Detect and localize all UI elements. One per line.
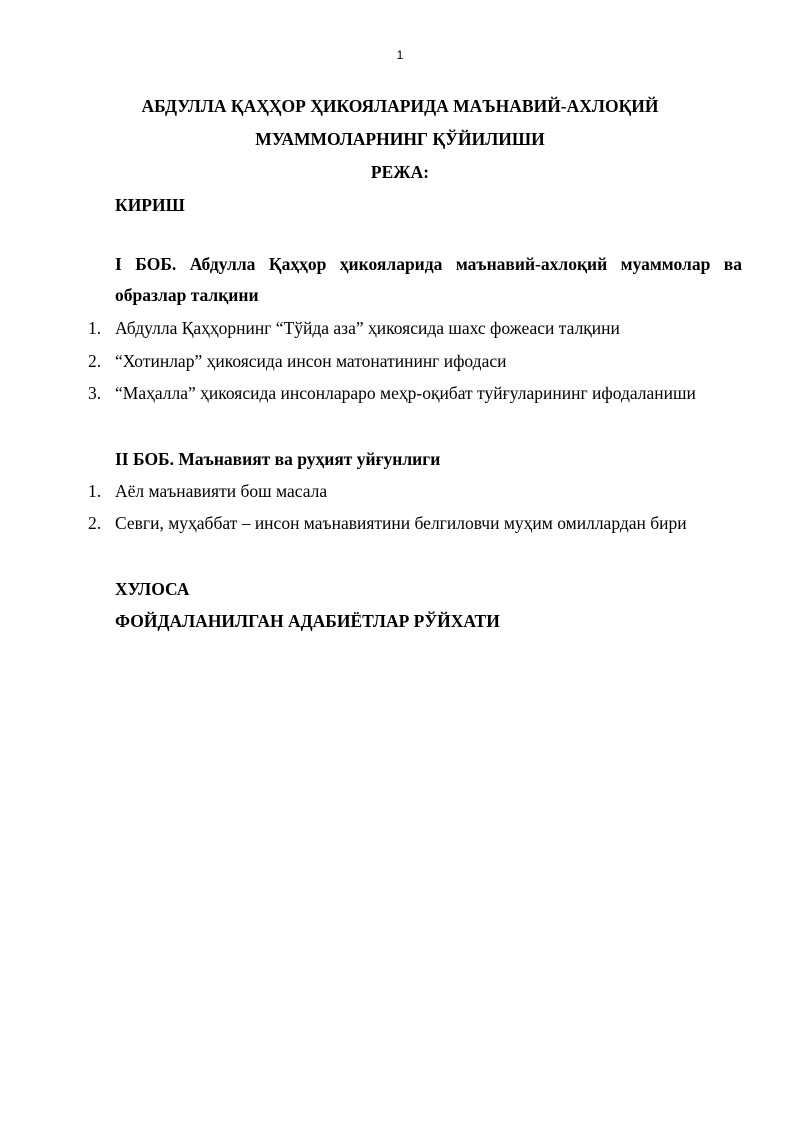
list-item-text: “Хотинлар” ҳикоясида инсон матонатининг ифодаси — [115, 351, 507, 371]
page-number: 1 — [396, 48, 404, 62]
bibliography-heading: ФОЙДАЛАНИЛГАН АДАБИЁТЛАР РЎЙХАТИ — [115, 611, 500, 631]
list-number: 3. — [88, 383, 102, 403]
list-item-text: Абдулла Қаҳҳорнинг “Тўйда аза” ҳикоясида шахс фожеаси талқини — [115, 318, 620, 338]
chapter-1-heading: I БОБ. Абдулла Қаҳҳор ҳикояларида маънавий-ахлоқий муаммолар ва образлар талқини — [115, 254, 742, 305]
plan-heading: РЕЖА: — [370, 162, 430, 182]
document-title-line-1: АБДУЛЛА ҚАҲҲОР ҲИКОЯЛАРИДА МАЪНАВИЙ-АХЛОҚИЙ — [141, 96, 659, 116]
list-item-text: Севги, муҳаббат – инсон маънавиятини белгиловчи муҳим омиллардан бири — [115, 513, 687, 533]
conclusion-heading: ХУЛОСА — [115, 579, 190, 599]
introduction-heading: КИРИШ — [115, 195, 185, 215]
list-number: 1. — [88, 318, 102, 338]
chapter-2-heading: II БОБ. Маънавият ва руҳият уйғунлиги — [115, 449, 441, 469]
list-number: 2. — [88, 351, 102, 371]
list-item-text: “Маҳалла” ҳикоясида инсонлараро меҳр-оқибат туйғуларининг ифодаланиши — [115, 383, 696, 403]
list-number: 2. — [88, 513, 102, 533]
document-title-line-2: МУАММОЛАРНИНГ ҚЎЙИЛИШИ — [255, 129, 545, 149]
list-item-text: Аёл маънавияти бош масала — [115, 481, 328, 501]
list-number: 1. — [88, 481, 102, 501]
